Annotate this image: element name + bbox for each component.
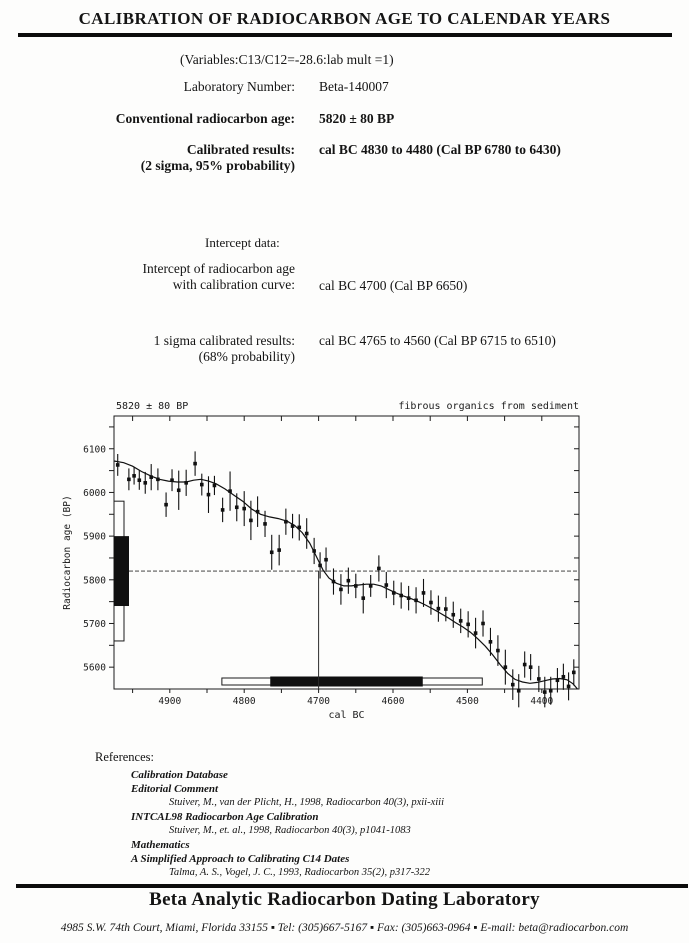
one-sigma-label: [0, 333, 295, 365]
variables-line: (Variables:C13/C12=-28.6:lab mult =1): [180, 52, 394, 67]
svg-text:4500: 4500: [455, 696, 479, 707]
footer-rule: [16, 884, 688, 888]
svg-text:4600: 4600: [381, 696, 405, 707]
svg-text:cal BC: cal BC: [328, 710, 365, 721]
reference-entry: A Simplified Approach to Calibrating C14 Dates: [131, 853, 350, 865]
svg-text:4900: 4900: [158, 696, 182, 707]
lab-number-row: [0, 79, 689, 95]
svg-text:4400: 4400: [530, 696, 554, 707]
svg-text:4700: 4700: [307, 696, 331, 707]
svg-text:5800: 5800: [83, 575, 106, 587]
svg-text:5820 ± 80 BP: 5820 ± 80 BP: [116, 401, 189, 412]
one-sigma-label-line1: 1 sigma calibrated results:: [153, 333, 295, 348]
reference-entry: Editorial Comment: [131, 783, 219, 795]
lab-number-value: Beta-140007: [319, 79, 389, 94]
one-sigma-value: cal BC 4765 to 4560 (Cal BP 6715 to 6510): [319, 333, 556, 348]
references-section: [95, 750, 615, 880]
svg-text:6100: 6100: [83, 444, 106, 456]
calibration-chart: [58, 396, 640, 748]
conventional-age-row: [0, 111, 689, 127]
reference-entry: Calibration Database: [131, 769, 228, 781]
intercept-value: cal BC 4700 (Cal BP 6650): [319, 278, 468, 293]
references-list: [95, 768, 615, 880]
calibrated-results-label: [0, 142, 295, 174]
intercept-row: [0, 261, 689, 294]
reference-entry: INTCAL98 Radiocarbon Age Calibration: [131, 811, 319, 823]
svg-text:5700: 5700: [83, 618, 106, 630]
svg-text:6000: 6000: [83, 487, 106, 499]
one-sigma-row: [0, 333, 689, 365]
footer-lab-name: Beta Analytic Radiocarbon Dating Laboratory: [149, 889, 540, 910]
svg-text:Radiocarbon age (BP): Radiocarbon age (BP): [62, 495, 73, 610]
svg-text:4800: 4800: [232, 696, 256, 707]
svg-text:5600: 5600: [83, 662, 106, 674]
intercept-data-heading: Intercept data:: [205, 235, 280, 250]
title-rule: [18, 33, 672, 37]
lab-number-label: Laboratory Number:: [183, 79, 295, 94]
reference-citation: Stuiver, M., et. al., 1998, Radiocarbon 40(3), p1041-1083: [169, 825, 411, 836]
calibration-chart-svg: [58, 396, 640, 748]
intercept-label: [0, 261, 295, 293]
calibrated-results-row: [0, 142, 689, 174]
footer-address: 4985 S.W. 74th Court, Miami, Florida 33155 ▪ Tel: (305)667-5167 ▪ Fax: (305)663-0964 ▪ E-mail: beta@radiocarbon.com: [60, 922, 629, 934]
page-title: CALIBRATION OF RADIOCARBON AGE TO CALENDAR YEARS: [78, 9, 611, 28]
calibrated-results-label-line1: Calibrated results:: [186, 142, 295, 157]
conventional-age-label: Conventional radiocarbon age:: [115, 111, 295, 126]
references-heading: References:: [95, 750, 154, 764]
conventional-age-value: 5820 ± 80 BP: [319, 111, 395, 126]
reference-citation: Talma, A. S., Vogel, J. C., 1993, Radiocarbon 35(2), p317-322: [169, 867, 431, 878]
reference-entry: Mathematics: [131, 839, 190, 851]
reference-citation: Stuiver, M., van der Plicht, H., 1998, Radiocarbon 40(3), pxii-xiii: [169, 797, 444, 808]
svg-text:fibrous organics from sediment: fibrous organics from sediment: [398, 401, 579, 412]
intercept-label-line1: Intercept of radiocarbon age: [142, 261, 295, 276]
calibrated-results-label-line2: (2 sigma, 95% probability): [140, 158, 295, 173]
intercept-label-line2: with calibration curve:: [172, 277, 295, 292]
one-sigma-label-line2: (68% probability): [198, 349, 295, 364]
svg-text:5900: 5900: [83, 531, 106, 543]
calibrated-results-value: cal BC 4830 to 4480 (Cal BP 6780 to 6430): [319, 142, 561, 157]
